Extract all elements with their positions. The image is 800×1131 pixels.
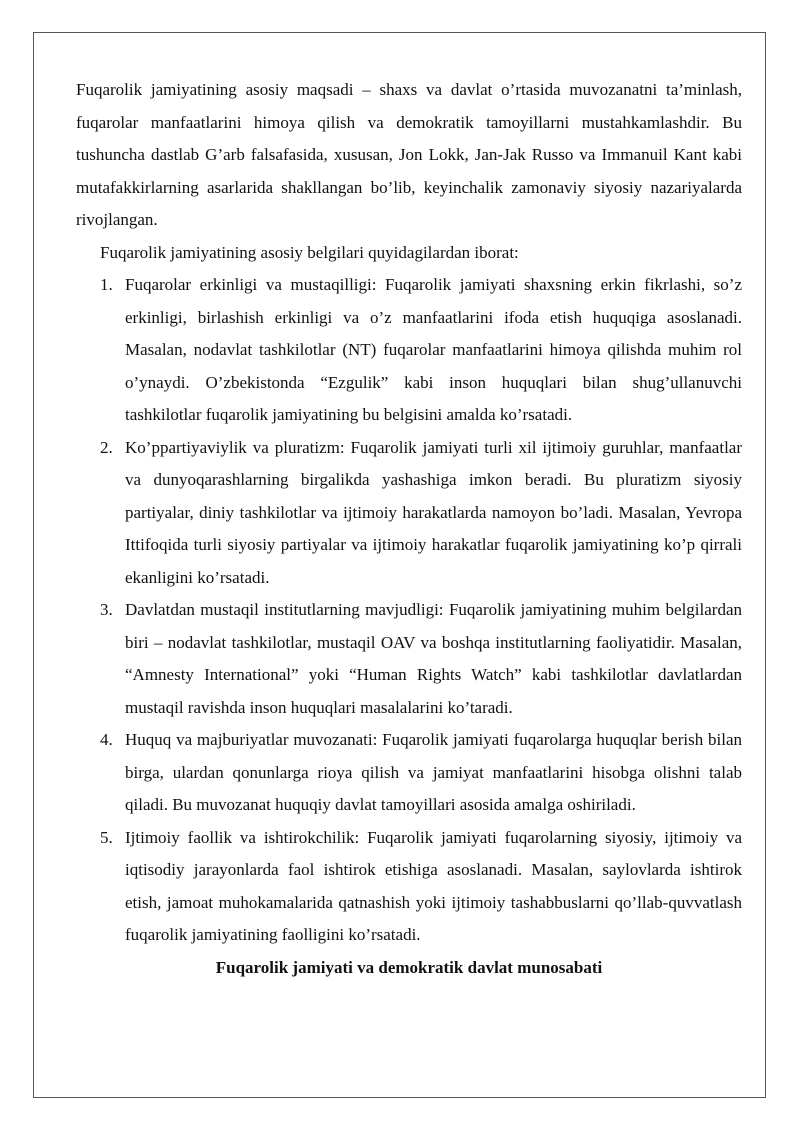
list-item-text: Ko’ppartiyaviylik va pluratizm: Fuqarolik jamiyati turli xil ijtimoiy guruhlar, manfaatlar va dunyoqarashlarning birgalikda yashashiga imkon beradi. Bu pluratizm siyosiy partiyalar, diniy tashkilotlar va ijtimoiy harakatlarda namoyon bo’ladi. Masalan, Yevropa Ittifoqida turli siyosiy partiyalar va ijtimoiy harakatlar fuqarolik jamiyatining ko’p qirrali ekanligini ko’rsatadi. [125, 437, 742, 587]
document-body [76, 74, 742, 984]
list-item [76, 724, 742, 822]
list-item [76, 432, 742, 595]
list-item-number: 4. [100, 730, 113, 749]
section-title: Fuqarolik jamiyati va demokratik davlat munosabati [215, 957, 603, 977]
list-item-text: Huquq va majburiyatlar muvozanati: Fuqarolik jamiyati fuqarolarga huquqlar berish bilan birga, ulardan qonunlarga rioya qilish va jamiyat manfaatlarini hisobga olishni talab qiladi. Bu muvozanat huquqiy davlat tamoyillari asosida amalga oshiriladi. [125, 730, 742, 814]
list-item-text: Fuqarolar erkinligi va mustaqilligi: Fuqarolik jamiyati shaxsning erkin fikrlashi, so’z erkinligi, birlashish erkinligi va o’z manfaatlarini ifoda etish huquqiga asoslanadi. Masalan, nodavlat tashkilotlar (NT) fuqarolar manfaatlarini himoya qilishda muhim rol o’ynaydi. O’zbekistonda “Ezgulik” kabi inson huquqlari bilan shug’ullanuvchi tashkilotlar fuqarolik jamiyatining bu belgisini amalda ko’rsatadi. [125, 275, 742, 424]
list-item-text: Ijtimoiy faollik va ishtirokchilik: Fuqarolik jamiyati fuqarolarning siyosiy, ijtimoiy va iqtisodiy jarayonlarda faol ishtirok etishiga asoslanadi. Masalan, saylovlarda ishtirok etish, jamoat muhokamalarida qatnashish yoki ijtimoiy tashabbuslarni qo’llab-quvvatlash fuqarolik jamiyatining faolligini ko’rsatadi. [125, 827, 742, 944]
list-item-number: 2. [100, 437, 113, 457]
list-item [76, 822, 742, 952]
list-item-number: 5. [100, 827, 113, 847]
list-intro: Fuqarolik jamiyatining asosiy belgilari quyidagilardan iborat: [100, 242, 519, 262]
list-item [76, 269, 742, 432]
features-list [76, 269, 742, 952]
list-item-number: 1. [100, 275, 113, 294]
list-item-text: Davlatdan mustaqil institutlarning mavjudligi: Fuqarolik jamiyatining muhim belgilardan biri – nodavlat tashkilotlar, mustaqil OAV va boshqa institutlarning faoliyatidir. Masalan, “Amnesty International” yoki “Human Rights Watch” kabi tashkilotlar davlatlardan mustaqil ravishda inson huquqlari masalalarini ko’taradi. [125, 600, 742, 717]
intro-paragraph: Fuqarolik jamiyatining asosiy maqsadi – shaxs va davlat o’rtasida muvozanatni ta’minlash, fuqarolar manfaatlarini himoya qilish va demokratik tamoyillarni mustahkamlashdir. Bu tushuncha dastlab G’arb falsafasida, xususan, Jon Lokk, Jan-Jak Russo va Immanuil Kant kabi mutafakkirlarning asarlarida shakllangan bo’lib, keyinchalik zamonaviy siyosiy nazariyalarda rivojlangan. [76, 80, 742, 229]
list-item [76, 594, 742, 724]
list-item-number: 3. [100, 600, 113, 619]
